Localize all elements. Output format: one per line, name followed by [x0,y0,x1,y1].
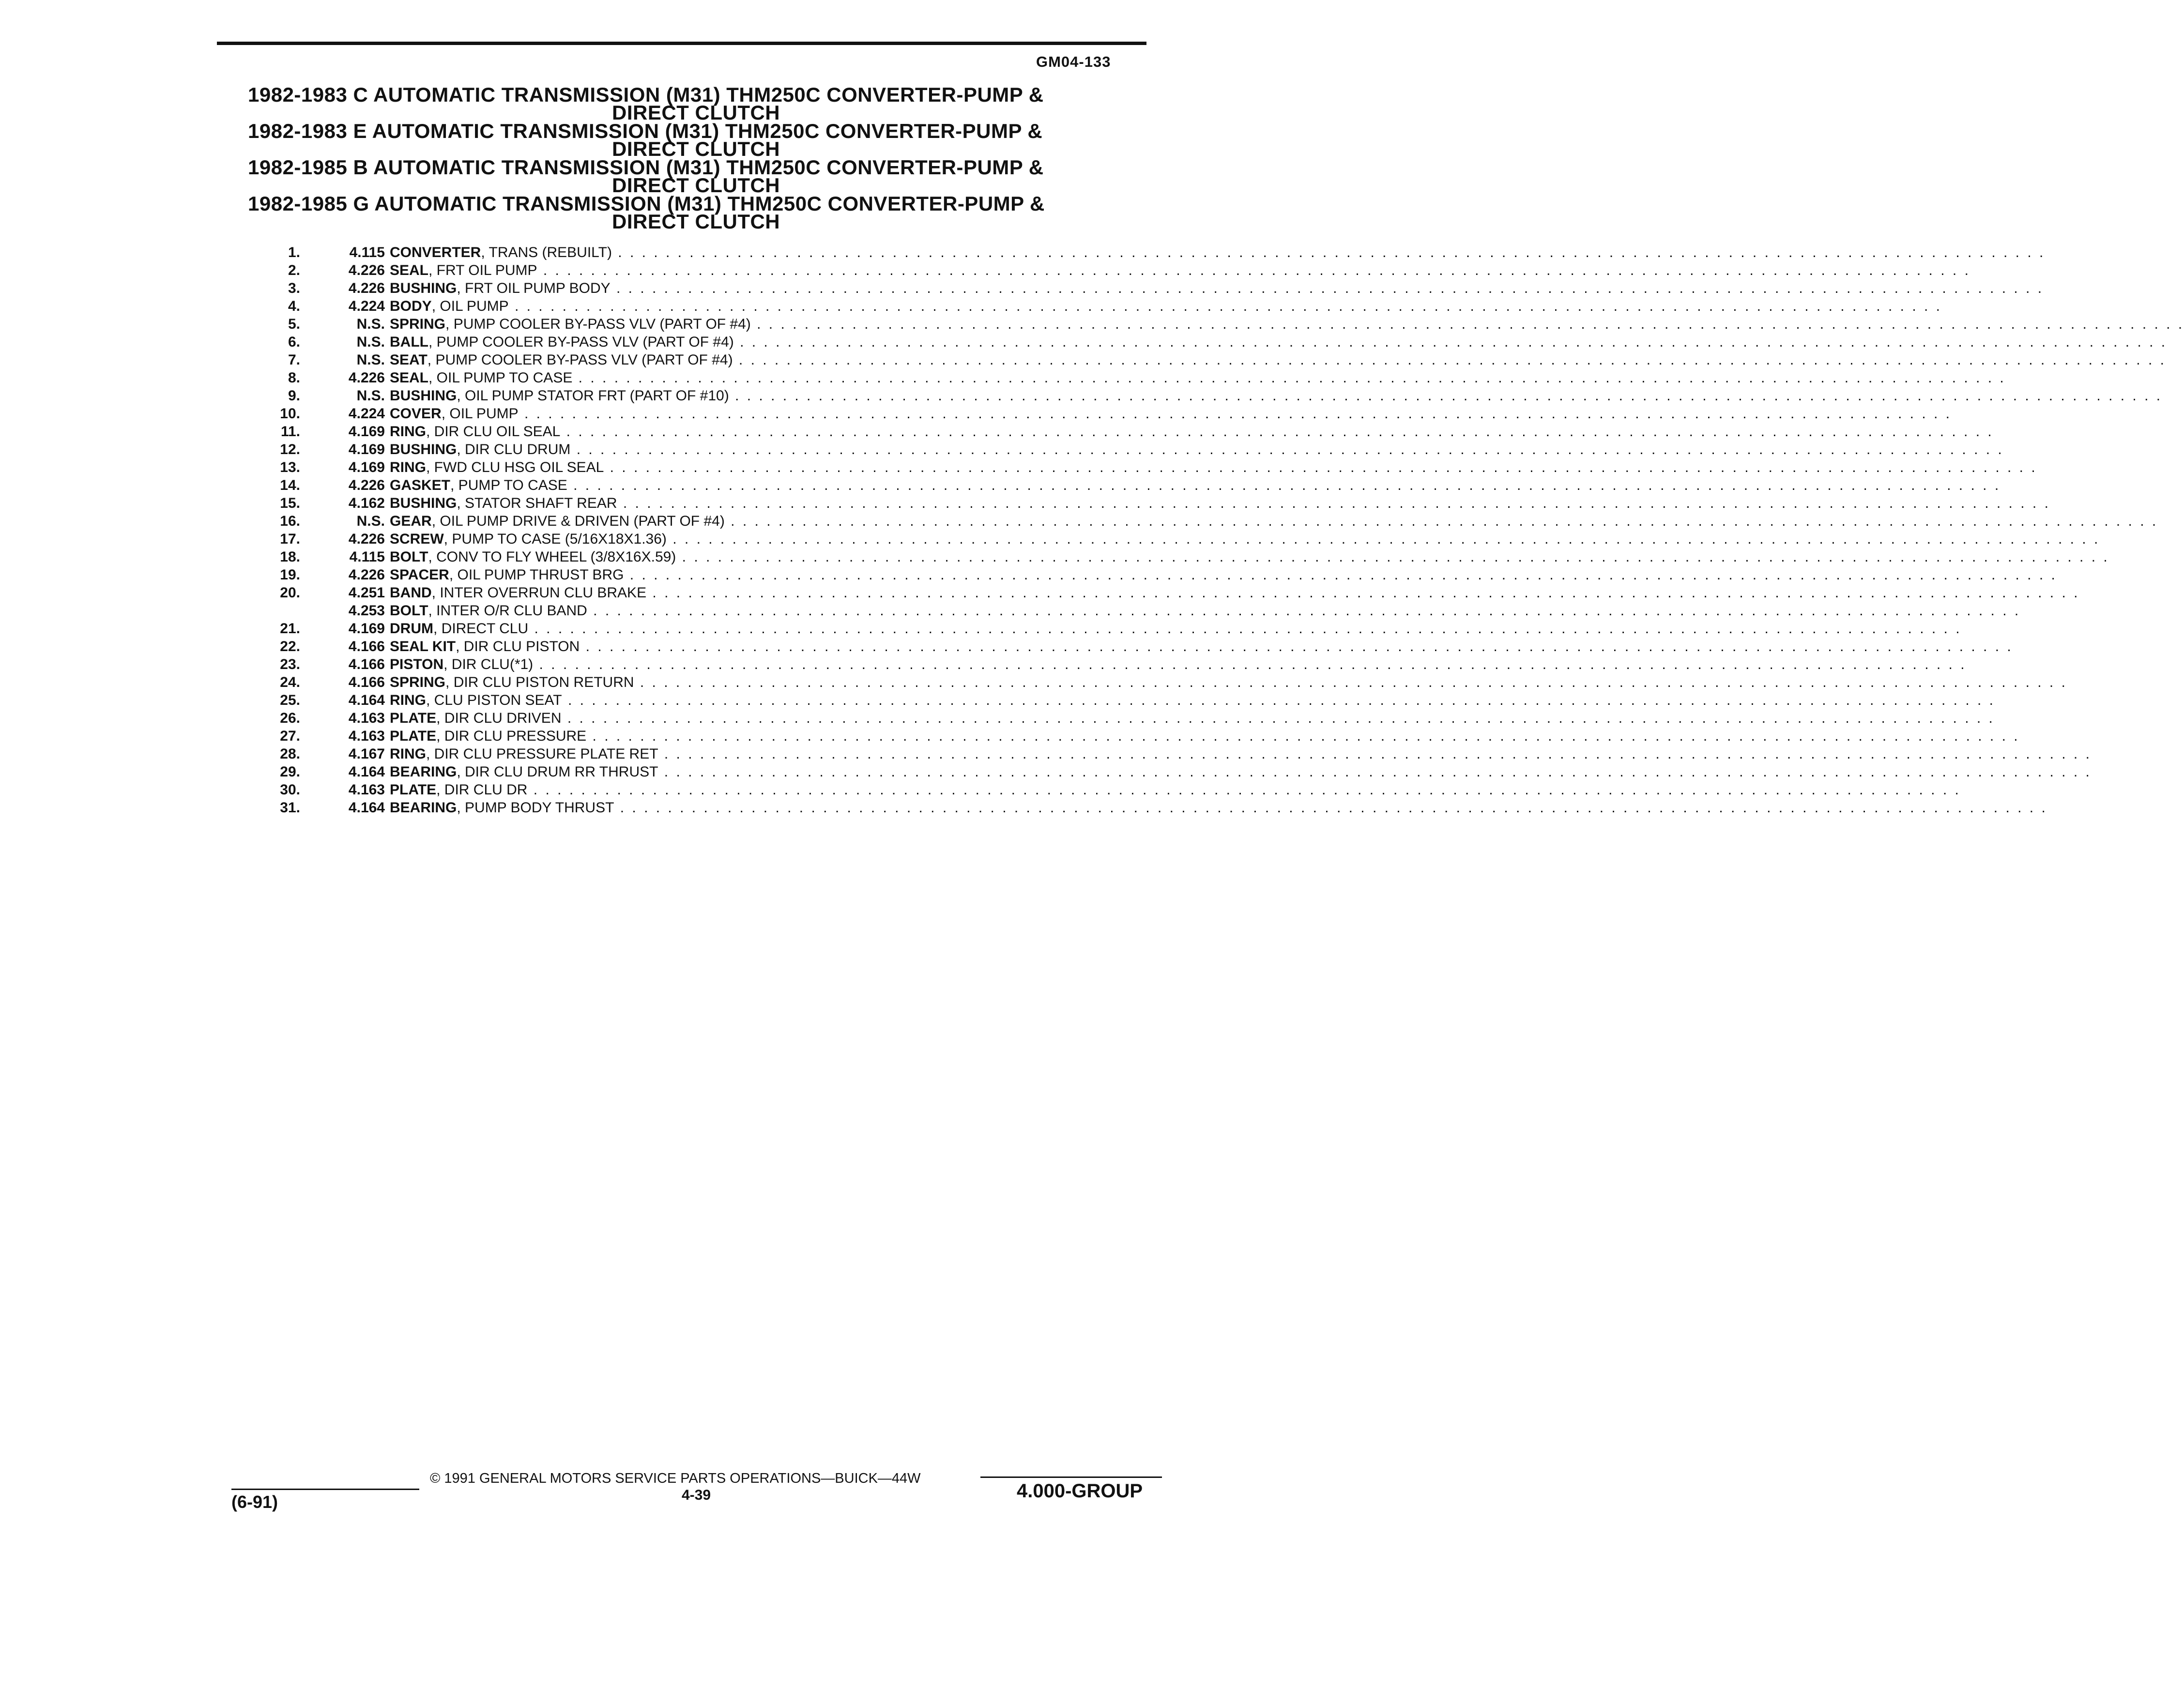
part-detail: , DIR CLU PISTON [456,639,580,654]
item-number: 17. [280,531,300,547]
part-name: SEAT [390,352,428,368]
part-name: PLATE [390,782,437,798]
group-label: 4.000-GROUP [1017,1480,1143,1502]
dot-leader: . . . . . . . . . . . . . . . . . . . . . . . . . . . . . . . . . . . . . . . . . . . . . . . . . . . . . . . . . . . . . . . . . . . . . . . . . . . . . . . . . . . . . . . . . . . . . . . . . . . . . . . . . . . . . . . . . . . . . . . . [508,298,1942,314]
part-name: PLATE [390,710,437,726]
list-item [271,531,2100,549]
part-detail: , OIL PUMP TO CASE [428,370,573,386]
list-item [271,800,2047,818]
part-description [390,692,1996,709]
title-block [248,156,1148,197]
item-number: 6. [288,334,300,350]
list-item [271,388,2163,406]
list-item [271,656,1967,674]
item-number: 4. [288,298,300,314]
group-number: 4.167 [348,746,385,762]
footer-rule-left [231,1489,419,1490]
part-description [390,603,2021,619]
title-subline: DIRECT CLUTCH [612,137,780,160]
part-description [390,388,2163,404]
part-name: SCREW [390,531,444,547]
item-number: 13. [280,459,300,475]
part-name: SPRING [390,316,446,332]
part-name: SEAL [390,262,429,278]
title-line: 1982-1983 E AUTOMATIC TRANSMISSION (M31) THM250C CONVERTER-PUMP & [248,120,1043,142]
group-number: 4.115 [349,549,385,565]
part-detail: , FWD CLU HSG OIL SEAL [426,459,604,475]
item-number: 29. [280,764,300,780]
item-number: 22. [280,639,300,654]
part-detail: , PUMP COOLER BY-PASS VLV (PART OF #4) [427,352,733,368]
part-description [390,710,1995,727]
group-number: 4.169 [348,441,385,457]
part-detail: , OIL PUMP [431,298,509,314]
list-item [271,764,2092,782]
title-block [248,120,1148,160]
group-number: 4.224 [348,406,385,422]
part-description [390,495,2050,512]
title-line: 1982-1985 B AUTOMATIC TRANSMISSION (M31) THM250C CONVERTER-PUMP & [248,156,1044,179]
copyright-notice: © 1991 GENERAL MOTORS SERVICE PARTS OPERATIONS—BUICK—44W [430,1471,921,1486]
part-name: BOLT [390,549,428,565]
dot-leader: . . . . . . . . . . . . . . . . . . . . . . . . . . . . . . . . . . . . . . . . . . . . . . . . . . . . . . . . . . . . . . . . . . . . . . . . . . . . . . . . . . . . . . . . . . . . . . . . . . . . . . . . . . . . . . . . . . . . . . . . [614,800,2047,816]
item-number: 7. [288,352,300,368]
item-number: 21. [280,621,300,637]
part-description [390,639,2013,655]
part-detail: , STATOR SHAFT REAR [457,495,617,511]
list-item [271,244,2046,262]
part-description [390,567,2057,583]
part-detail: , FRT OIL PUMP BODY [457,280,611,296]
group-number: 4.166 [348,656,385,672]
item-number: 18. [280,549,300,565]
list-item [271,692,1996,710]
list-item [271,406,1952,424]
list-item [271,370,2006,388]
group-number: 4.162 [348,495,385,511]
part-detail: , CONV TO FLY WHEEL (3/8X16X.59) [428,549,676,565]
item-number: 12. [280,441,300,457]
group-number: 4.166 [348,639,385,654]
top-rule [217,42,1146,45]
part-detail: , DIR CLU DRUM [457,441,571,457]
part-detail: , INTER O/R CLU BAND [428,603,587,619]
part-name: GASKET [390,477,451,493]
part-name: BUSHING [390,280,457,296]
item-number: 16. [280,513,300,529]
part-description [390,244,2046,261]
part-description [390,621,1962,637]
title-section [248,83,1148,233]
part-description [390,746,2092,762]
part-name: SPACER [390,567,449,583]
list-item [271,585,2080,603]
group-number: 4.226 [348,567,385,583]
dot-leader: . . . . . . . . . . . . . . . . . . . . . . . . . . . . . . . . . . . . . . . . . . . . . . . . . . . . . . . . . . . . . . . . . . . . . . . . . . . . . . . . . . . . . . . . . . . . . . . . . . . . . . . . . . . . . . . . . . . . . . . . [533,656,1967,672]
part-detail: , DIR CLU PISTON RETURN [445,674,634,690]
part-name: RING [390,424,426,440]
title-subline: DIRECT CLUTCH [612,210,780,233]
title-subline: DIRECT CLUTCH [612,101,780,124]
dot-leader: . . . . . . . . . . . . . . . . . . . . . . . . . . . . . . . . . . . . . . . . . . . . . . . . . . . . . . . . . . . . . . . . . . . . . . . . . . . . . . . . . . . . . . . . . . . . . . . . . . . . . . . . . . . . . . . . . . . . . . . . [528,621,1962,637]
part-detail: , DIR CLU DR [436,782,528,798]
group-number: 4.226 [348,531,385,547]
dot-leader: . . . . . . . . . . . . . . . . . . . . . . . . . . . . . . . . . . . . . . . . . . . . . . . . . . . . . . . . . . . . . . . . . . . . . . . . . . . . . . . . . . . . . . . . . . . . . . . . . . . . . . . . . . . . . . . . . . . . . . . . [518,406,1952,422]
part-name: SEAL KIT [390,639,456,654]
item-number: 5. [288,316,300,332]
dot-leader: . . . . . . . . . . . . . . . . . . . . . . . . . . . . . . . . . . . . . . . . . . . . . . . . . . . . . . . . . . . . . . . . . . . . . . . . . . . . . . . . . . . . . . . . . . . . . . . . . . . . . . . . . . . . . . . . . . . . . . . . [562,692,1996,708]
group-number: 4.226 [348,477,385,493]
group-number: 4.226 [348,280,385,296]
item-number: 25. [280,692,300,708]
list-item [271,513,2158,531]
part-description [390,764,2092,780]
list-item [271,424,1994,441]
dot-leader: . . . . . . . . . . . . . . . . . . . . . . . . . . . . . . . . . . . . . . . . . . . . . . . . . . . . . . . . . . . . . . . . . . . . . . . . . . . . . . . . . . . . . . . . . . . . . . . . . . . . . . . . . . . . . . . . . . . . . . . . [733,352,2166,368]
part-description [390,782,1961,798]
parts-list [271,244,2184,818]
dot-leader: . . . . . . . . . . . . . . . . . . . . . . . . . . . . . . . . . . . . . . . . . . . . . . . . . . . . . . . . . . . . . . . . . . . . . . . . . . . . . . . . . . . . . . . . . . . . . . . . . . . . . . . . . . . . . . . . . . . . . . . . [587,603,2021,619]
date-code: (6-91) [231,1492,278,1512]
part-detail: , PUMP COOLER BY-PASS VLV (PART OF #4) [428,334,734,350]
list-item [271,495,2050,513]
list-item [271,459,2037,477]
part-name: PISTON [390,656,444,672]
dot-leader: . . . . . . . . . . . . . . . . . . . . . . . . . . . . . . . . . . . . . . . . . . . . . . . . . . . . . . . . . . . . . . . . . . . . . . . . . . . . . . . . . . . . . . . . . . . . . . . . . . . . . . . . . . . . . . . . . . . . . . . . [666,531,2100,547]
group-number: 4.166 [348,674,385,690]
part-description [390,585,2080,601]
dot-leader: . . . . . . . . . . . . . . . . . . . . . . . . . . . . . . . . . . . . . . . . . . . . . . . . . . . . . . . . . . . . . . . . . . . . . . . . . . . . . . . . . . . . . . . . . . . . . . . . . . . . . . . . . . . . . . . . . . . . . . . . [624,567,2057,583]
part-detail: , PUMP TO CASE (5/16X18X1.36) [443,531,667,547]
title-line: 1982-1983 C AUTOMATIC TRANSMISSION (M31) THM250C CONVERTER-PUMP & [248,83,1044,106]
item-number: 20. [280,585,300,601]
dot-leader: . . . . . . . . . . . . . . . . . . . . . . . . . . . . . . . . . . . . . . . . . . . . . . . . . . . . . . . . . . . . . . . . . . . . . . . . . . . . . . . . . . . . . . . . . . . . . . . . . . . . . . . . . . . . . . . . . . . . . . . . [610,280,2044,296]
part-name: RING [390,459,426,475]
group-number: 4.169 [348,424,385,440]
list-item [271,334,2168,352]
part-description [390,656,1967,673]
dot-leader: . . . . . . . . . . . . . . . . . . . . . . . . . . . . . . . . . . . . . . . . . . . . . . . . . . . . . . . . . . . . . . . . . . . . . . . . . . . . . . . . . . . . . . . . . . . . . . . . . . . . . . . . . . . . . . . . . . . . . . . . [733,334,2168,350]
part-detail: , DIR CLU OIL SEAL [426,424,561,440]
part-description [390,316,2184,333]
list-item [271,549,2109,567]
item-number: 14. [280,477,300,493]
part-name: COVER [390,406,442,422]
group-number: 4.253 [348,603,385,619]
list-item [271,674,2067,692]
dot-leader: . . . . . . . . . . . . . . . . . . . . . . . . . . . . . . . . . . . . . . . . . . . . . . . . . . . . . . . . . . . . . . . . . . . . . . . . . . . . . . . . . . . . . . . . . . . . . . . . . . . . . . . . . . . . . . . . . . . . . . . . [560,424,1994,440]
part-description [390,262,1970,279]
part-name: GEAR [390,513,432,529]
item-number: 26. [280,710,300,726]
item-number: 11. [280,424,300,440]
part-name: BEARING [390,764,457,780]
list-item [271,621,1962,639]
item-number: 31. [280,800,300,816]
part-description [390,280,2044,297]
list-item [271,746,2092,764]
list-item [271,280,2044,298]
item-number: 9. [288,388,300,404]
title-line: 1982-1985 G AUTOMATIC TRANSMISSION (M31) THM250C CONVERTER-PUMP & [248,192,1045,215]
part-detail: , INTER OVERRUN CLU BRAKE [431,585,647,601]
dot-leader: . . . . . . . . . . . . . . . . . . . . . . . . . . . . . . . . . . . . . . . . . . . . . . . . . . . . . . . . . . . . . . . . . . . . . . . . . . . . . . . . . . . . . . . . . . . . . . . . . . . . . . . . . . . . . . . . . . . . . . . . [604,459,2037,475]
item-number: 28. [280,746,300,762]
item-number: 30. [280,782,300,798]
part-name: DRUM [390,621,433,637]
list-item [271,316,2184,334]
part-name: RING [390,746,426,762]
item-number: 2. [288,262,300,278]
group-number: 4.251 [348,585,385,601]
group-number: N.S. [356,388,385,404]
dot-leader: . . . . . . . . . . . . . . . . . . . . . . . . . . . . . . . . . . . . . . . . . . . . . . . . . . . . . . . . . . . . . . . . . . . . . . . . . . . . . . . . . . . . . . . . . . . . . . . . . . . . . . . . . . . . . . . . . . . . . . . . [527,782,1961,798]
dot-leader: . . . . . . . . . . . . . . . . . . . . . . . . . . . . . . . . . . . . . . . . . . . . . . . . . . . . . . . . . . . . . . . . . . . . . . . . . . . . . . . . . . . . . . . . . . . . . . . . . . . . . . . . . . . . . . . . . . . . . . . . [537,262,1970,278]
part-detail: , FRT OIL PUMP [428,262,537,278]
part-description [390,674,2067,691]
item-number: 15. [280,495,300,511]
item-number: 3. [288,280,300,296]
part-name: BUSHING [390,495,457,511]
part-name: BAND [390,585,432,601]
dot-leader: . . . . . . . . . . . . . . . . . . . . . . . . . . . . . . . . . . . . . . . . . . . . . . . . . . . . . . . . . . . . . . . . . . . . . . . . . . . . . . . . . . . . . . . . . . . . . . . . . . . . . . . . . . . . . . . . . . . . . . . . [611,244,2046,260]
list-item [271,639,2013,656]
part-description [390,800,2047,816]
part-detail: , PUMP BODY THRUST [457,800,614,816]
part-description [390,549,2109,565]
list-item [271,567,2057,585]
list-item [271,603,2021,621]
item-number: 1. [288,244,300,260]
part-detail: , DIR CLU(*1) [443,656,534,672]
list-item [271,262,1970,280]
group-number: 4.163 [348,710,385,726]
part-description [390,298,1942,315]
part-name: BODY [390,298,432,314]
part-description [390,531,2100,548]
part-description [390,513,2158,530]
group-number: 4.226 [348,262,385,278]
group-number: N.S. [356,334,385,350]
part-name: BUSHING [390,441,457,457]
list-item [271,298,1942,316]
group-number: 4.163 [348,782,385,798]
dot-leader: . . . . . . . . . . . . . . . . . . . . . . . . . . . . . . . . . . . . . . . . . . . . . . . . . . . . . . . . . . . . . . . . . . . . . . . . . . . . . . . . . . . . . . . . . . . . . . . . . . . . . . . . . . . . . . . . . . . . . . . . [729,388,2163,404]
item-number: 24. [280,674,300,690]
part-detail: , OIL PUMP DRIVE & DRIVEN (PART OF #4) [431,513,725,529]
list-item [271,782,1961,800]
group-number: N.S. [356,316,385,332]
title-block [248,83,1148,124]
group-number: N.S. [356,352,385,368]
dot-leader: . . . . . . . . . . . . . . . . . . . . . . . . . . . . . . . . . . . . . . . . . . . . . . . . . . . . . . . . . . . . . . . . . . . . . . . . . . . . . . . . . . . . . . . . . . . . . . . . . . . . . . . . . . . . . . . . . . . . . . . . [634,674,2067,690]
part-description [390,334,2168,350]
dot-leader: . . . . . . . . . . . . . . . . . . . . . . . . . . . . . . . . . . . . . . . . . . . . . . . . . . . . . . . . . . . . . . . . . . . . . . . . . . . . . . . . . . . . . . . . . . . . . . . . . . . . . . . . . . . . . . . . . . . . . . . . [676,549,2109,565]
group-number: 4.164 [348,800,385,816]
item-number: 8. [288,370,300,386]
part-description [390,352,2166,368]
part-name: CONVERTER [390,244,481,260]
dot-leader: . . . . . . . . . . . . . . . . . . . . . . . . . . . . . . . . . . . . . . . . . . . . . . . . . . . . . . . . . . . . . . . . . . . . . . . . . . . . . . . . . . . . . . . . . . . . . . . . . . . . . . . . . . . . . . . . . . . . . . . . [646,585,2080,601]
footer-rule-right [980,1476,1162,1478]
part-description [390,406,1952,422]
group-number: 4.163 [348,728,385,744]
group-number: 4.115 [349,244,385,260]
document-code: GM04-133 [1036,53,1111,70]
dot-leader: . . . . . . . . . . . . . . . . . . . . . . . . . . . . . . . . . . . . . . . . . . . . . . . . . . . . . . . . . . . . . . . . . . . . . . . . . . . . . . . . . . . . . . . . . . . . . . . . . . . . . . . . . . . . . . . . . . . . . . . . [750,316,2184,332]
group-number: N.S. [356,513,385,529]
item-number: 23. [280,656,300,672]
part-detail: , DIRECT CLU [433,621,529,637]
dot-leader: . . . . . . . . . . . . . . . . . . . . . . . . . . . . . . . . . . . . . . . . . . . . . . . . . . . . . . . . . . . . . . . . . . . . . . . . . . . . . . . . . . . . . . . . . . . . . . . . . . . . . . . . . . . . . . . . . . . . . . . . [572,370,2006,386]
dot-leader: . . . . . . . . . . . . . . . . . . . . . . . . . . . . . . . . . . . . . . . . . . . . . . . . . . . . . . . . . . . . . . . . . . . . . . . . . . . . . . . . . . . . . . . . . . . . . . . . . . . . . . . . . . . . . . . . . . . . . . . . [586,728,2020,744]
dot-leader: . . . . . . . . . . . . . . . . . . . . . . . . . . . . . . . . . . . . . . . . . . . . . . . . . . . . . . . . . . . . . . . . . . . . . . . . . . . . . . . . . . . . . . . . . . . . . . . . . . . . . . . . . . . . . . . . . . . . . . . . [658,746,2092,762]
part-description [390,424,1994,440]
group-number: 4.164 [348,764,385,780]
part-detail: , OIL PUMP [441,406,519,422]
part-detail: , PUMP TO CASE [450,477,567,493]
list-item [271,352,2166,370]
group-number: 4.164 [348,692,385,708]
dot-leader: . . . . . . . . . . . . . . . . . . . . . . . . . . . . . . . . . . . . . . . . . . . . . . . . . . . . . . . . . . . . . . . . . . . . . . . . . . . . . . . . . . . . . . . . . . . . . . . . . . . . . . . . . . . . . . . . . . . . . . . . [570,441,2004,457]
part-name: SEAL [390,370,429,386]
part-detail: , DIR CLU DRIVEN [436,710,562,726]
part-description [390,459,2037,476]
item-number: 19. [280,567,300,583]
item-number: 27. [280,728,300,744]
part-name: PLATE [390,728,437,744]
title-block [248,192,1148,233]
dot-leader: . . . . . . . . . . . . . . . . . . . . . . . . . . . . . . . . . . . . . . . . . . . . . . . . . . . . . . . . . . . . . . . . . . . . . . . . . . . . . . . . . . . . . . . . . . . . . . . . . . . . . . . . . . . . . . . . . . . . . . . . [580,639,2013,654]
part-name: SPRING [390,674,446,690]
part-name: BEARING [390,800,457,816]
part-detail: , TRANS (REBUILT) [481,244,612,260]
page-number: 4-39 [682,1487,711,1503]
dot-leader: . . . . . . . . . . . . . . . . . . . . . . . . . . . . . . . . . . . . . . . . . . . . . . . . . . . . . . . . . . . . . . . . . . . . . . . . . . . . . . . . . . . . . . . . . . . . . . . . . . . . . . . . . . . . . . . . . . . . . . . . [724,513,2158,529]
list-item [271,728,2020,746]
part-description [390,370,2006,386]
part-name: BOLT [390,603,428,619]
item-number: 10. [280,406,300,422]
dot-leader: . . . . . . . . . . . . . . . . . . . . . . . . . . . . . . . . . . . . . . . . . . . . . . . . . . . . . . . . . . . . . . . . . . . . . . . . . . . . . . . . . . . . . . . . . . . . . . . . . . . . . . . . . . . . . . . . . . . . . . . . [567,477,2001,493]
group-number: 4.224 [348,298,385,314]
list-item [271,710,1995,728]
group-number: 4.169 [348,459,385,475]
dot-leader: . . . . . . . . . . . . . . . . . . . . . . . . . . . . . . . . . . . . . . . . . . . . . . . . . . . . . . . . . . . . . . . . . . . . . . . . . . . . . . . . . . . . . . . . . . . . . . . . . . . . . . . . . . . . . . . . . . . . . . . . [658,764,2092,780]
part-detail: , PUMP COOLER BY-PASS VLV (PART OF #4) [445,316,751,332]
part-detail: , CLU PISTON SEAT [426,692,562,708]
dot-leader: . . . . . . . . . . . . . . . . . . . . . . . . . . . . . . . . . . . . . . . . . . . . . . . . . . . . . . . . . . . . . . . . . . . . . . . . . . . . . . . . . . . . . . . . . . . . . . . . . . . . . . . . . . . . . . . . . . . . . . . . [561,710,1995,726]
part-name: BALL [390,334,428,350]
group-number: 4.169 [348,621,385,637]
part-detail: , DIR CLU PRESSURE [436,728,587,744]
part-name: BUSHING [390,388,457,404]
group-number: 4.226 [348,370,385,386]
part-description [390,728,2020,745]
part-detail: , DIR CLU PRESSURE PLATE RET [426,746,658,762]
part-detail: , OIL PUMP THRUST BRG [449,567,624,583]
dot-leader: . . . . . . . . . . . . . . . . . . . . . . . . . . . . . . . . . . . . . . . . . . . . . . . . . . . . . . . . . . . . . . . . . . . . . . . . . . . . . . . . . . . . . . . . . . . . . . . . . . . . . . . . . . . . . . . . . . . . . . . . [617,495,2050,511]
list-item [271,441,2004,459]
part-description [390,477,2001,494]
part-detail: , OIL PUMP STATOR FRT (PART OF #10) [457,388,729,404]
list-item [271,477,2001,495]
title-subline: DIRECT CLUTCH [612,174,780,197]
part-detail: , DIR CLU DRUM RR THRUST [457,764,658,780]
part-name: RING [390,692,426,708]
part-description [390,441,2004,458]
